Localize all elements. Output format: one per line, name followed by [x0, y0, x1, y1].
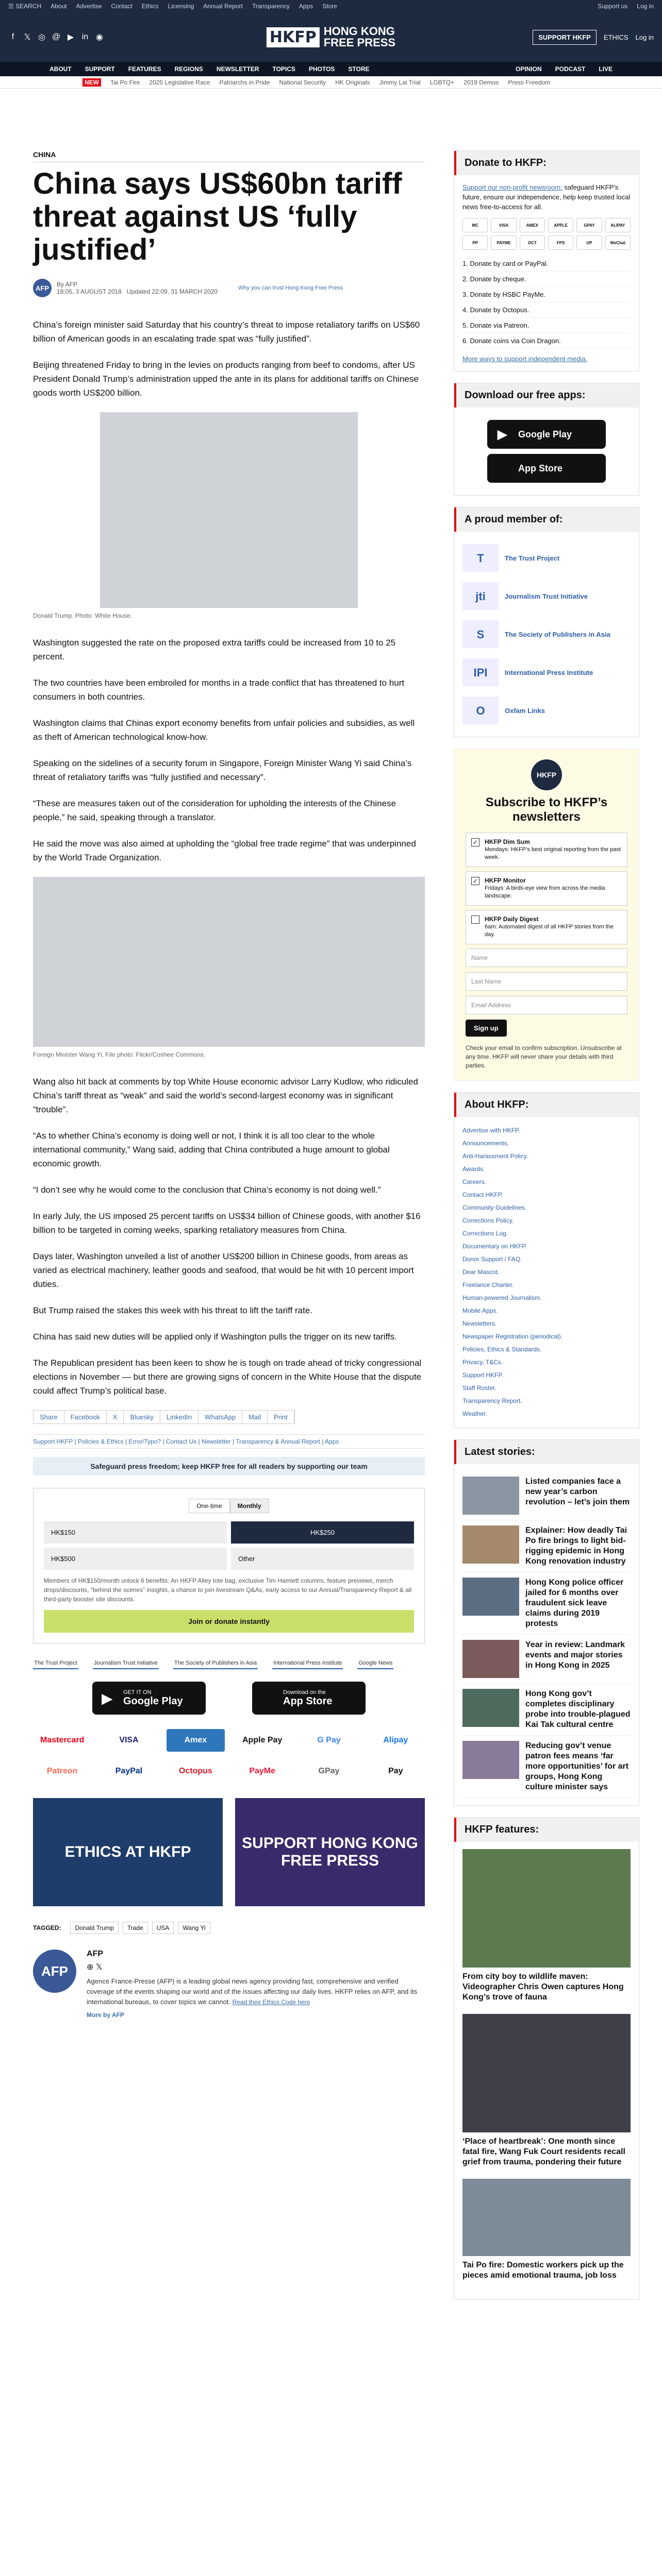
card-logo: PP [462, 235, 488, 250]
updated-text: Updated 22:09, 31 MARCH 2020 [126, 288, 218, 295]
option-text [485, 877, 622, 900]
latest-title: Hong Kong police officer jailed for 6 months over fraudulent sick leave claims during 2019 protests [525, 1578, 624, 1628]
as-label: App Store [283, 1695, 333, 1707]
option-desc: Mondays: HKFP’s best original reporting from the past week. [485, 846, 621, 860]
nav-photos[interactable]: PHOTOS [308, 65, 335, 73]
latest-list [454, 1464, 639, 1805]
apps-heading: Download our free apps: [454, 383, 639, 408]
feature-item[interactable] [462, 2179, 631, 2281]
member-logo[interactable]: The Trust Project [33, 1658, 78, 1669]
paragraph: In early July, the US imposed 25 percent tariffs on US$34 billion of Chinese goods, with another $16 billion to be targeted in coming weeks, sparking retaliatory measures from China. [33, 1211, 421, 1235]
monthly-toggle[interactable]: Monthly [230, 1499, 269, 1513]
trust-link[interactable]: Why you can trust Hong Kong Free Press [238, 285, 343, 291]
newsletter-logo: HKFP [531, 759, 562, 790]
member-logo[interactable]: International Press Institute [272, 1658, 343, 1669]
checkbox-checked[interactable]: ✓ [471, 877, 479, 885]
donate-text: safeguard HKFP’s future, ensure our independence, help keep trusted local news free-to-access for all. [462, 183, 631, 211]
topbar-ethics[interactable]: Ethics [141, 3, 159, 10]
main-nav [0, 62, 662, 76]
nav-about[interactable]: ABOUT [49, 65, 72, 73]
member-logo[interactable]: The Society of Publishers in Asia [173, 1658, 258, 1669]
paragraph: The Republican president has been keen to show he is tough on trade ahead of tricky congressional elections in November — but there are growing signs of concern in the White House that the dispute could affect Trump’s political base. [33, 1358, 422, 1396]
paragraph: “As to whether China’s economy is doing well or not, I think it is all too clear to the whole international community,” Wang said, adding that China contributed a huge amount to global economic growth. [33, 1131, 390, 1168]
donate-now-button[interactable]: Join or donate instantly [44, 1610, 414, 1633]
payment-logo[interactable]: Mastercard [40, 1736, 85, 1744]
donation-method[interactable]: 5. Donate via Patreon. [462, 318, 631, 333]
article-title: China says US$60bn tariff threat against US ‘fully justified’ [33, 167, 402, 266]
about-link[interactable]: Community Guidelines. [462, 1204, 527, 1211]
payment-logo[interactable]: PayPal [115, 1767, 143, 1775]
payment-methods [33, 1729, 425, 1783]
ethics-promo[interactable]: ETHICS AT HKFP [33, 1798, 223, 1906]
google-play-button[interactable] [487, 420, 606, 449]
header-actions [533, 30, 654, 45]
card-logo: FPS [548, 235, 573, 250]
paragraph: Beijing threatened Friday to bring in the levies on products ranging from beef to condoms, after US President Donald Trump’s administration upped the ante in its plans for additional tariffs on Chinese goods worth US$200 billion. [33, 360, 419, 398]
feature-title: ‘Place of heartbreak’: One month since fatal fire, Wang Fuk Court residents recall grief from trauma, pondering their future [462, 2137, 625, 2166]
payment-logo[interactable]: Alipay [383, 1736, 408, 1744]
latest-widget [454, 1439, 639, 1806]
share-bar [33, 1410, 295, 1424]
amount-150[interactable]: HK$150 [44, 1521, 227, 1544]
sidebar [454, 150, 639, 2311]
about-link[interactable]: Transparency Report. [462, 1397, 522, 1404]
newsletter-option[interactable] [466, 871, 627, 906]
thumbnail [462, 1578, 519, 1616]
feature-image [462, 2179, 631, 2256]
option-title: HKFP Daily Digest [485, 916, 539, 923]
share-x[interactable]: X [107, 1411, 124, 1423]
payment-logo[interactable]: VISA [119, 1736, 139, 1744]
paragraph: The two countries have been embroiled for months in a trade conflict that has threatened to hurt consumers in both countries. [33, 678, 405, 702]
donation-method[interactable]: 2. Donate by cheque. [462, 272, 631, 287]
donation-widget [33, 1488, 425, 1643]
footer-links[interactable]: Support HKFP | Policies & Ethics | Error/Typo? | Contact Us | Newsletter | Transparency & Annual Report | Apps [33, 1434, 425, 1449]
about-link[interactable]: Awards. [462, 1165, 485, 1173]
paragraph: He said the move was also aimed at upholding the “global free trade regime” that was underpinned by the World Trade Organization. [33, 839, 416, 862]
google-play-icon: ▶ [102, 1690, 113, 1706]
about-link[interactable]: Announcements. [462, 1140, 509, 1147]
tag[interactable]: Trade [123, 1922, 148, 1934]
member-logos [33, 1658, 425, 1669]
paragraph: Washington suggested the rate on the proposed extra tariffs could be increased from 10 to 25 percent. [33, 638, 396, 662]
latest-title: Reducing gov’t venue patron fees means ‘far more opportunities’ for art groups, Hong Kong culture minister says [525, 1741, 629, 1791]
logo-box: HKFP [267, 27, 320, 47]
trending-link[interactable]: 2019 Demos [464, 78, 499, 86]
member-org[interactable] [462, 577, 631, 615]
about-link[interactable]: Careers. [462, 1178, 487, 1185]
x-icon[interactable]: 𝕏 [95, 1963, 103, 1972]
tags-label: TAGGED: [33, 1924, 61, 1931]
author-social-icons [87, 1962, 425, 1972]
nav-support[interactable]: SUPPORT [85, 65, 115, 73]
x-icon[interactable]: 𝕏 [24, 33, 31, 42]
trending-link[interactable]: 2025 Legislative Race [149, 78, 210, 86]
apps-content [454, 408, 639, 495]
donate-content [454, 175, 639, 371]
about-link[interactable]: Human-powered Journalism. [462, 1294, 542, 1301]
payment-logo[interactable]: Apple Pay [242, 1736, 283, 1744]
member-name: Journalism Trust Initiative [505, 592, 588, 600]
member-org[interactable] [462, 539, 631, 577]
trump-photo [100, 412, 358, 608]
author-bio-text: Agence France-Presse (AFP) is a leading global news agency providing fast, comprehensive and verified coverage of the events shaping our world and of the issues affecting our daily lives. HKFP relies on AFP, and its international bureaus, to cover topics we cannot. [87, 1977, 417, 2006]
oxfam-icon: O [462, 697, 499, 724]
trending-link[interactable]: National Security [279, 78, 326, 86]
feature-item[interactable] [462, 2014, 631, 2167]
ipi-icon: IPI [462, 658, 499, 686]
latest-item[interactable] [462, 1520, 631, 1572]
about-link[interactable]: Weather. [462, 1410, 487, 1417]
card-logo: MC [462, 218, 488, 232]
gp-label: Google Play [123, 1695, 183, 1707]
feature-title: From city boy to wildlife maven: Videographer Chris Owen captures Hong Kong’s trove of fauna [462, 1972, 624, 2002]
share-label: Share [34, 1411, 64, 1423]
about-link[interactable]: Documentary on HKFP. [462, 1243, 527, 1250]
logo-line-1: HONG KONG [323, 25, 395, 38]
rss-icon[interactable]: ◉ [96, 33, 103, 42]
search-label: SEARCH [15, 3, 42, 10]
member-name: International Press Institute [505, 668, 593, 676]
amount-500[interactable]: HK$500 [44, 1548, 227, 1570]
trending-link[interactable]: LGBTQ+ [429, 78, 455, 86]
latest-heading: Latest stories: [454, 1440, 639, 1464]
card-logo: WeChat [605, 235, 631, 250]
figure-wang-yi [33, 877, 425, 1058]
author-bio [87, 1976, 425, 2007]
promo-banners [33, 1798, 425, 1906]
paragraph: Speaking on the sidelines of a security forum in Singapore, Foreign Minister Wang Yi said China’s threat of retaliatory tariffs was “fully justified and necessary”. [33, 758, 412, 782]
author-avatar[interactable]: AFP [33, 279, 52, 297]
support-promo[interactable]: SUPPORT HONG KONG FREE PRESS [235, 1798, 425, 1906]
author-box-name[interactable]: AFP [87, 1950, 103, 1958]
frequency-toggle [44, 1499, 414, 1513]
amount-250[interactable]: HK$250 [231, 1521, 414, 1544]
member-org[interactable] [462, 615, 631, 653]
paragraph: But Trump raised the stakes this week with his threat to lift the tariff rate. [33, 1306, 313, 1315]
member-logo[interactable]: Journalism Trust Initiative [93, 1658, 159, 1669]
card-logo: VISA [491, 218, 516, 232]
about-link[interactable]: Dear Mascot. [462, 1268, 500, 1276]
share-print[interactable]: Print [268, 1411, 294, 1423]
about-link[interactable]: Freelance Charter. [462, 1281, 514, 1289]
card-logo: AMEX [520, 218, 545, 232]
topbar-apps[interactable]: Apps [299, 3, 313, 10]
nonprofit-link[interactable]: Support our non-profit newsroom: [462, 183, 562, 191]
article-column [33, 150, 425, 2311]
tag-list [33, 1922, 425, 1934]
google-play-icon: ▶ [498, 427, 507, 442]
ethics-link[interactable]: ETHICS [603, 33, 628, 41]
about-link[interactable]: Donor Support / FAQ. [462, 1256, 522, 1263]
features-list [454, 1842, 639, 2299]
nav-live[interactable]: LIVE [599, 65, 613, 73]
membership-widget [454, 507, 639, 737]
article-category[interactable]: CHINA [33, 150, 425, 162]
member-name: The Society of Publishers in Asia [505, 630, 610, 638]
about-link[interactable]: Corrections Policy. [462, 1217, 514, 1224]
card-logo: PAYME [491, 235, 516, 250]
author-box [33, 1950, 425, 2019]
figure-trump [33, 412, 425, 619]
feature-image [462, 2014, 631, 2132]
donation-method[interactable]: 4. Donate by Octopus. [462, 302, 631, 318]
wang-yi-photo [33, 877, 425, 1047]
topbar-about[interactable]: About [51, 3, 67, 10]
apps-widget [454, 383, 639, 496]
thumbnail [462, 1741, 519, 1779]
donation-method[interactable]: 3. Donate by HSBC PayMe. [462, 287, 631, 302]
latest-item[interactable] [462, 1635, 631, 1684]
signup-fineprint: Check your email to confirm subscription. Unsubscribe at any time. HKFP will never share your details with third parties. [466, 1044, 622, 1069]
option-desc: 6am: Automated digest of all HKFP stories from the day. [485, 924, 614, 938]
logo-text [324, 26, 395, 48]
donation-method[interactable]: 6. Donate coins via Coin Dragon. [462, 333, 631, 349]
publish-date [57, 288, 218, 295]
payment-logo[interactable]: Octopus [178, 1767, 212, 1775]
latest-title: Year in review: Landmark events and major stories in Hong Kong in 2025 [525, 1640, 625, 1670]
as-small: Download on the [283, 1689, 326, 1696]
app-store-badge[interactable] [252, 1682, 366, 1715]
author-info [87, 1950, 425, 2019]
topbar-annual-report[interactable]: Annual Report [203, 3, 243, 10]
card-logo: OCT [520, 235, 545, 250]
nav-newsletter[interactable]: NEWSLETTER [216, 65, 259, 73]
about-list [454, 1117, 639, 1428]
name-input[interactable]: Name [466, 948, 627, 967]
member-heading: A proud member of: [454, 507, 639, 532]
facebook-icon[interactable]: f [11, 32, 14, 41]
site-logo[interactable] [267, 26, 395, 48]
support-hkfp-button[interactable]: SUPPORT HKFP [533, 30, 597, 45]
about-link[interactable]: Support HKFP. [462, 1371, 504, 1379]
thumbnail [462, 1689, 519, 1727]
topbar-licensing[interactable]: Licensing [168, 3, 194, 10]
byline-meta [57, 281, 218, 295]
instagram-icon[interactable]: ◎ [38, 33, 45, 42]
features-widget [454, 1817, 639, 2300]
nav-opinion[interactable]: OPINION [515, 65, 542, 73]
about-link[interactable]: Advertise with HKFP. [462, 1127, 520, 1134]
payment-logo[interactable]: GPay [318, 1767, 340, 1775]
latest-item[interactable] [462, 1471, 631, 1520]
topbar-transparency[interactable]: Transparency [252, 3, 290, 10]
donation-methods [462, 256, 631, 349]
paragraph: Washington claims that Chinas export economy benefits from unfair policies and subsidies, as well as theft of American technological know-how. [33, 718, 415, 742]
app-store-button[interactable] [487, 454, 606, 483]
page-body [0, 150, 662, 2311]
donate-widget [454, 150, 639, 371]
thumbnail [462, 1477, 519, 1515]
member-name: Oxfam Links [505, 706, 545, 715]
paragraph: China has said new duties will be applied only if Washington pulls the trigger on its new tariffs. [33, 1332, 397, 1342]
member-content [454, 532, 639, 737]
about-link[interactable]: Staff Roster. [462, 1384, 496, 1392]
article-body [33, 318, 425, 1398]
more-by-author-link[interactable]: More by AFP [87, 2011, 124, 2019]
topbar-login[interactable]: Log in [637, 3, 654, 10]
new-badge: NEW [82, 78, 101, 87]
payment-logo[interactable]: Pay [388, 1767, 403, 1775]
share-bluesky[interactable]: Bluesky [124, 1411, 160, 1423]
figure-caption: Donald Trump. Photo: White House. [33, 612, 133, 619]
about-link[interactable]: Newsletters. [462, 1320, 497, 1327]
option-title: HKFP Monitor [485, 877, 526, 884]
feature-image [462, 1849, 631, 1968]
member-org[interactable] [462, 691, 631, 730]
site-header [0, 12, 662, 62]
paragraph: “These are measures taken out of the consideration for upholding the interests of the Chinese people,” he said, speaking through a translator. [33, 799, 396, 822]
trending-bar [0, 76, 662, 89]
trust-project-icon: T [462, 544, 499, 572]
newsletter-option[interactable] [466, 910, 627, 944]
card-logo: UP [576, 235, 602, 250]
google-play-badge[interactable] [92, 1682, 206, 1715]
tag[interactable]: Wang Yi [178, 1922, 210, 1934]
card-logo: APPLE [548, 218, 573, 232]
linkedin-icon[interactable]: in [81, 32, 89, 41]
trending-link[interactable]: Press Freedom [508, 78, 551, 86]
jti-icon: jti [462, 582, 499, 610]
paragraph: “I don’t see why he would come to the conclusion that China’s economy is not doing well.” [33, 1185, 381, 1195]
option-title: HKFP Dim Sum [485, 838, 530, 845]
newsletter-title: Subscribe to HKFP’s newsletters [485, 795, 608, 824]
byline [33, 279, 425, 297]
features-heading: HKFP features: [454, 1818, 639, 1842]
about-link[interactable]: Anti-Harassment Policy. [462, 1153, 528, 1160]
payment-logo[interactable]: G Pay [317, 1736, 341, 1744]
about-link[interactable]: Mobile Apps. [462, 1307, 498, 1314]
checkbox-unchecked[interactable] [471, 916, 479, 924]
card-logos [462, 218, 631, 250]
nav-regions[interactable]: REGIONS [174, 65, 203, 73]
nav-topics[interactable]: TOPICS [272, 65, 295, 73]
trending-link[interactable]: Patriarchs in Pride [219, 78, 270, 86]
top-utility-bar [0, 0, 662, 12]
thumbnail [462, 1640, 519, 1678]
nav-podcast[interactable]: PODCAST [555, 65, 586, 73]
sopa-icon: S [462, 620, 499, 648]
figure-caption: Foreign Minister Wang Yi. File photo: Flickr/Coshee Commons. [33, 1051, 206, 1058]
feature-title: Tai Po fire: Domestic workers pick up the pieces amid emotional trauma, job loss [462, 2261, 624, 2280]
about-link[interactable]: Contact HKFP. [462, 1191, 503, 1198]
author-name[interactable]: By AFP [57, 281, 78, 288]
email-input[interactable]: Email Address [466, 996, 627, 1014]
membership-note: Members of HK$150/month unlock 6 benefits: An HKFP Alley tote bag, exclusive Tim Hamlett columns, feature previews, merch drops/discounts, “behind the scenes” insights, a chance to join livestream Q&As, early access to our Annual/Transparency Report & all third-party booster site discounts. [44, 1577, 412, 1603]
thumbnail [462, 1526, 519, 1564]
member-org[interactable] [462, 653, 631, 691]
donate-heading: Donate to HKFP: [454, 151, 639, 175]
as-text: App Store [518, 463, 563, 473]
option-text [485, 916, 622, 939]
member-logo[interactable]: Google News [357, 1658, 393, 1669]
search-button[interactable]: ☰ SEARCH [8, 3, 42, 10]
author-avatar-large[interactable]: AFP [33, 1950, 76, 1993]
member-name: The Trust Project [505, 554, 560, 562]
trending-link[interactable]: Tai Po Fire [110, 78, 140, 86]
amount-other[interactable]: Other [231, 1548, 414, 1570]
more-ways-link[interactable]: More ways to support independent media. [462, 355, 588, 363]
card-logo: GPAY [576, 218, 602, 232]
option-desc: Fridays: A birds-eye view from across the media landscape. [485, 885, 605, 899]
checkbox-checked[interactable]: ✓ [471, 838, 479, 846]
last-name-input[interactable]: Last Name [466, 972, 627, 991]
about-link[interactable]: Privacy, T&Cs. [462, 1359, 503, 1366]
feature-item[interactable] [462, 1849, 631, 2003]
nav-features[interactable]: FEATURES [128, 65, 161, 73]
gp-text: Google Play [518, 429, 572, 439]
latest-title: Explainer: How deadly Tai Po fire brings to light bid-rigging epidemic in Hong Kong renovation industry [525, 1526, 627, 1566]
paragraph: Days later, Washington unveiled a list of another US$200 billion in Chinese goods, from areas as varied as electrical machinery, leather goods and seafood, that would be hit with 10 percent import duties. [33, 1251, 414, 1289]
payment-logo[interactable]: Amex [167, 1729, 225, 1752]
latest-item[interactable] [462, 1684, 631, 1736]
latest-title: Hong Kong gov’t completes disciplinary probe into trouble-plagued Kai Tak cultural centre [525, 1689, 631, 1729]
share-linkedin[interactable]: LinkedIn [160, 1411, 198, 1423]
topbar-contact[interactable]: Contact [111, 3, 133, 10]
about-link[interactable]: Corrections Log. [462, 1230, 508, 1237]
share-mail[interactable]: Mail [242, 1411, 268, 1423]
about-link[interactable]: Policies, Ethics & Standards. [462, 1346, 542, 1353]
globe-icon[interactable]: ⊕ [87, 1963, 94, 1972]
latest-item[interactable] [462, 1572, 631, 1635]
one-time-toggle[interactable]: One-time [189, 1499, 229, 1513]
gp-small: GET IT ON [123, 1689, 152, 1696]
topbar-advertise[interactable]: Advertise [76, 3, 102, 10]
about-heading: About HKFP: [454, 1093, 639, 1117]
social-icons [8, 32, 104, 42]
app-badges [33, 1682, 425, 1715]
newsletter-option[interactable] [466, 833, 627, 867]
option-text [485, 838, 622, 861]
card-logo: ALIPAY [605, 218, 631, 232]
topbar-store[interactable]: Store [322, 3, 337, 10]
date-text: 18:05, 3 AUGUST 2018 [57, 288, 122, 295]
header-login[interactable]: Log in [635, 33, 654, 41]
paragraph: China’s foreign minister said Saturday that his country’s threat to impose retaliatory tariffs on US$60 billion of American goods in an escalating trade spat was “fully justified”. [33, 320, 420, 344]
tag[interactable]: Donald Trump [70, 1922, 118, 1934]
topbar-support[interactable]: Support us [598, 3, 628, 10]
about-widget [454, 1092, 639, 1428]
newsletter-signup [454, 749, 639, 1081]
trending-link[interactable]: HK Originals [335, 78, 370, 86]
donation-method[interactable]: 1. Donate by card or PayPal. [462, 256, 631, 272]
share-whatsapp[interactable]: WhatsApp [198, 1411, 242, 1423]
youtube-icon[interactable]: ▶ [67, 33, 74, 42]
trending-link[interactable]: Jimmy Lai Trial [379, 78, 421, 86]
threads-icon[interactable]: @ [52, 32, 61, 41]
tag[interactable]: USA [152, 1922, 174, 1934]
ethics-code-link[interactable]: Read their Ethics Code here [232, 1998, 310, 2006]
sign-up-button[interactable]: Sign up [466, 1020, 507, 1037]
share-facebook[interactable]: Facebook [64, 1411, 107, 1423]
amount-options [44, 1521, 414, 1570]
payment-logo[interactable]: PayMe [249, 1767, 276, 1775]
latest-title: Listed companies face a new year’s carbon revolution – let’s join them [525, 1477, 630, 1506]
paragraph: Wang also hit back at comments by top White House economic advisor Larry Kudlow, who ridiculed China’s tariff threat as “weak” and said the world’s second-largest economy was in significant “trouble”. [33, 1077, 418, 1114]
latest-item[interactable] [462, 1736, 631, 1798]
support-banner[interactable]: Safeguard press freedom; keep HKFP free for all readers by supporting our team [33, 1457, 425, 1476]
about-link[interactable]: Newspaper Registration (periodical). [462, 1333, 563, 1340]
logo-line-2: FREE PRESS [323, 36, 396, 49]
payment-logo[interactable]: Patreon [46, 1767, 78, 1775]
nav-store[interactable]: STORE [348, 65, 370, 73]
